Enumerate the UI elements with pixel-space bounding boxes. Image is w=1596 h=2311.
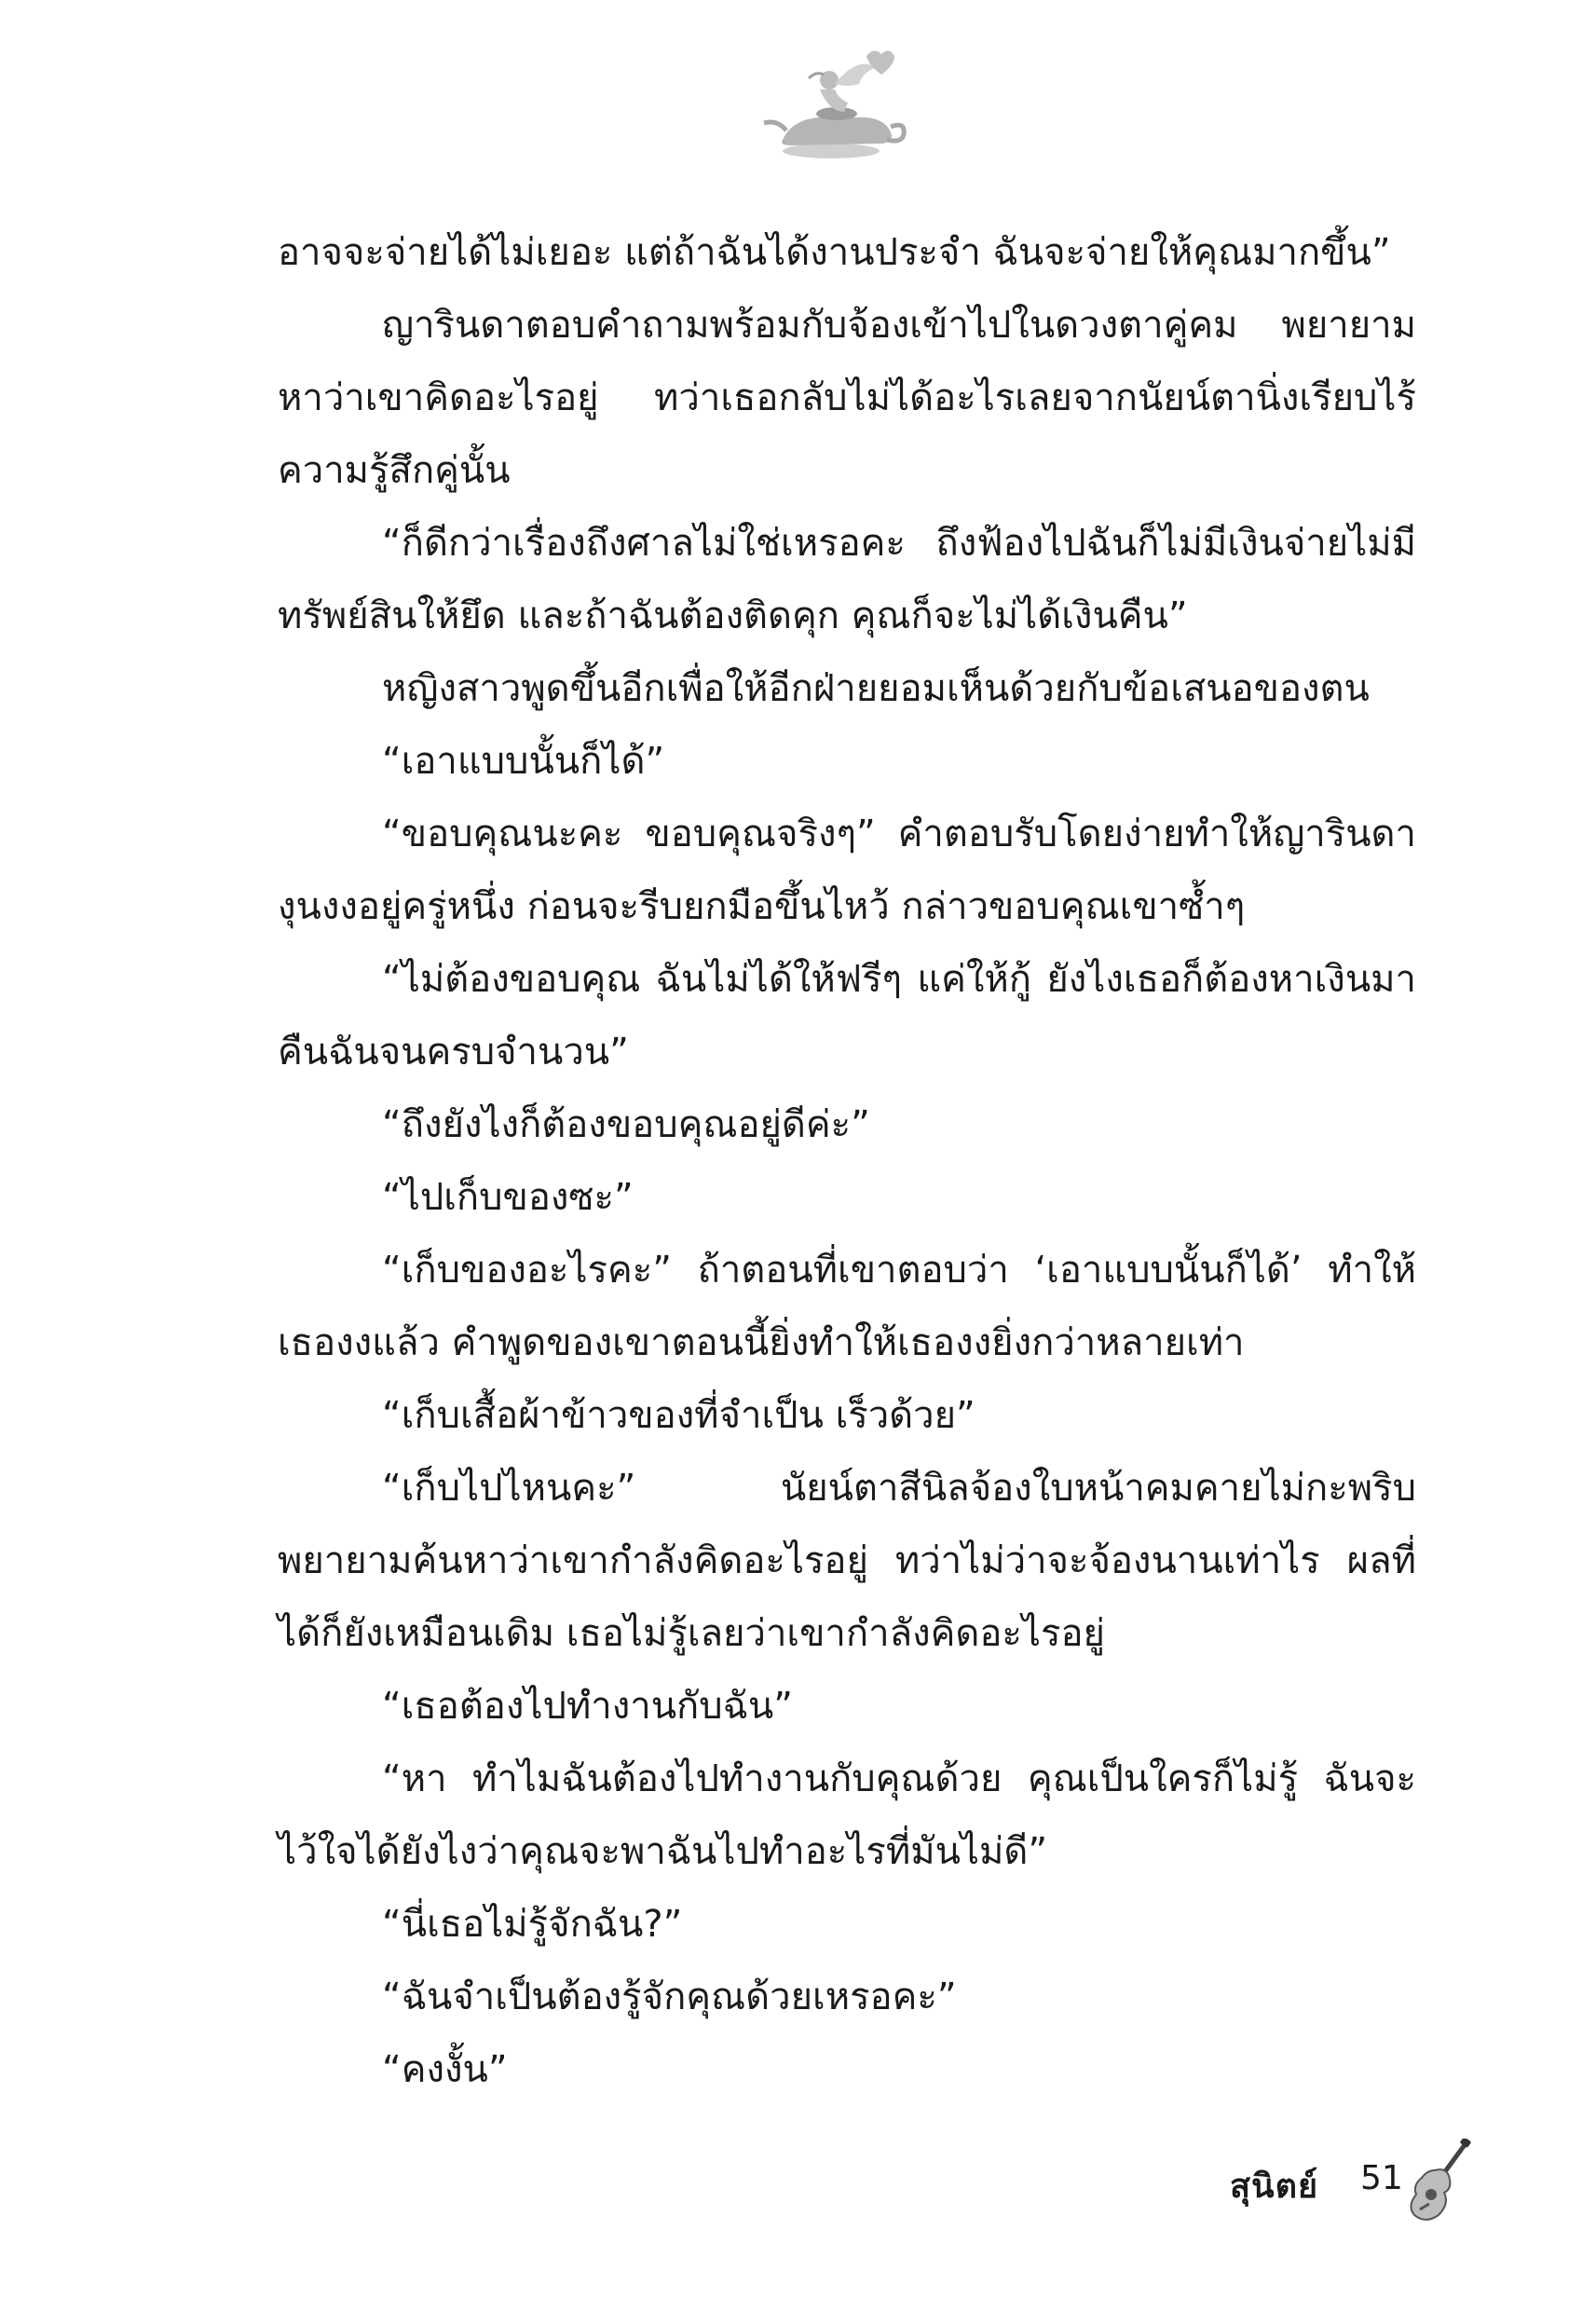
paragraph: “ฉันจำเป็นต้องรู้จักคุณด้วยเหรอคะ” [382,1976,957,2018]
paragraph: “เก็บไปไหนคะ” นัยน์ตาสีนิลจ้องใบหน้าคมคายไม่กะพริบพยายามค้นหาว่าเขากำลังคิดอะไรอยู่ ทว่าไม่ว่าจะจ้องนานเท่าไร ผลที่ได้ก็ยังเหมือนเดิม เธอไม่รู้เลยว่าเขากำลังคิดอะไรอยู่ [278,1467,1416,1655]
paragraph: “ถึงยังไงก็ต้องขอบคุณอยู่ดีค่ะ” [382,1103,870,1146]
paragraph: “เก็บเสื้อผ้าข้าวของที่จำเป็น เร็วด้วย” [382,1394,975,1437]
page-footer [1230,2139,1472,2222]
paragraph: “คงงั้น” [382,2048,508,2091]
paragraph: “ไปเก็บของซะ” [382,1176,634,1219]
guitar-icon [1407,2139,1472,2222]
footer-author-name: สุนิตย์ [1230,2167,1319,2206]
page-number: 51 [1360,2159,1403,2197]
chapter-body-text [278,216,1416,2106]
paragraph: ญารินดาตอบคำถามพร้อมกับจ้องเข้าไปในดวงตาคู่คม พยายามหาว่าเขาคิดอะไรอยู่ ทว่าเธอกลับไม่ได้อะไรเลยจากนัยน์ตานิ่งเรียบไร้ความรู้สึกคู่นั้น [278,304,1416,492]
paragraph: “หา ทำไมฉันต้องไปทำงานกับคุณด้วย คุณเป็นใครก็ไม่รู้ ฉันจะไว้ใจได้ยังไงว่าคุณจะพาฉันไปทำอะไรที่มันไม่ดี” [278,1757,1416,1873]
paragraph: “ขอบคุณนะคะ ขอบคุณจริงๆ” คำตอบรับโดยง่ายทำให้ญารินดางุนงงอยู่ครู่หนึ่ง ก่อนจะรีบยกมือขึ้นไหว้ กล่าวขอบคุณเขาซ้ำๆ [278,813,1416,928]
paragraph: “ก็ดีกว่าเรื่องถึงศาลไม่ใช่เหรอคะ ถึงฟ้องไปฉันก็ไม่มีเงินจ่ายไม่มีทรัพย์สินให้ยึด และถ้าฉันต้องติดคุก คุณก็จะไม่ได้เงินคืน” [278,522,1416,637]
angel-lamp-ornament-icon [755,47,913,168]
paragraph: “ไม่ต้องขอบคุณ ฉันไม่ได้ให้ฟรีๆ แค่ให้กู้ ยังไงเธอก็ต้องหาเงินมาคืนฉันจนครบจำนวน” [278,958,1416,1073]
paragraph: “เอาแบบนั้นก็ได้” [382,740,665,783]
paragraph: หญิงสาวพูดขึ้นอีกเพื่อให้อีกฝ่ายยอมเห็นด้วยกับข้อเสนอของตน [382,667,1370,710]
paragraph: อาจจะจ่ายได้ไม่เยอะ แต่ถ้าฉันได้งานประจำ ฉันจะจ่ายให้คุณมากขึ้น” [278,231,1391,274]
paragraph: “เก็บของอะไรคะ” ถ้าตอนที่เขาตอบว่า ‘เอาแบบนั้นก็ได้’ ทำให้เธองงแล้ว คำพูดของเขาตอนนี้ยิ่งทำให้เธองงยิ่งกว่าหลายเท่า [278,1249,1416,1364]
paragraph: “นี่เธอไม่รู้จักฉัน?” [382,1903,683,1946]
paragraph: “เธอต้องไปทำงานกับฉัน” [382,1685,793,1728]
